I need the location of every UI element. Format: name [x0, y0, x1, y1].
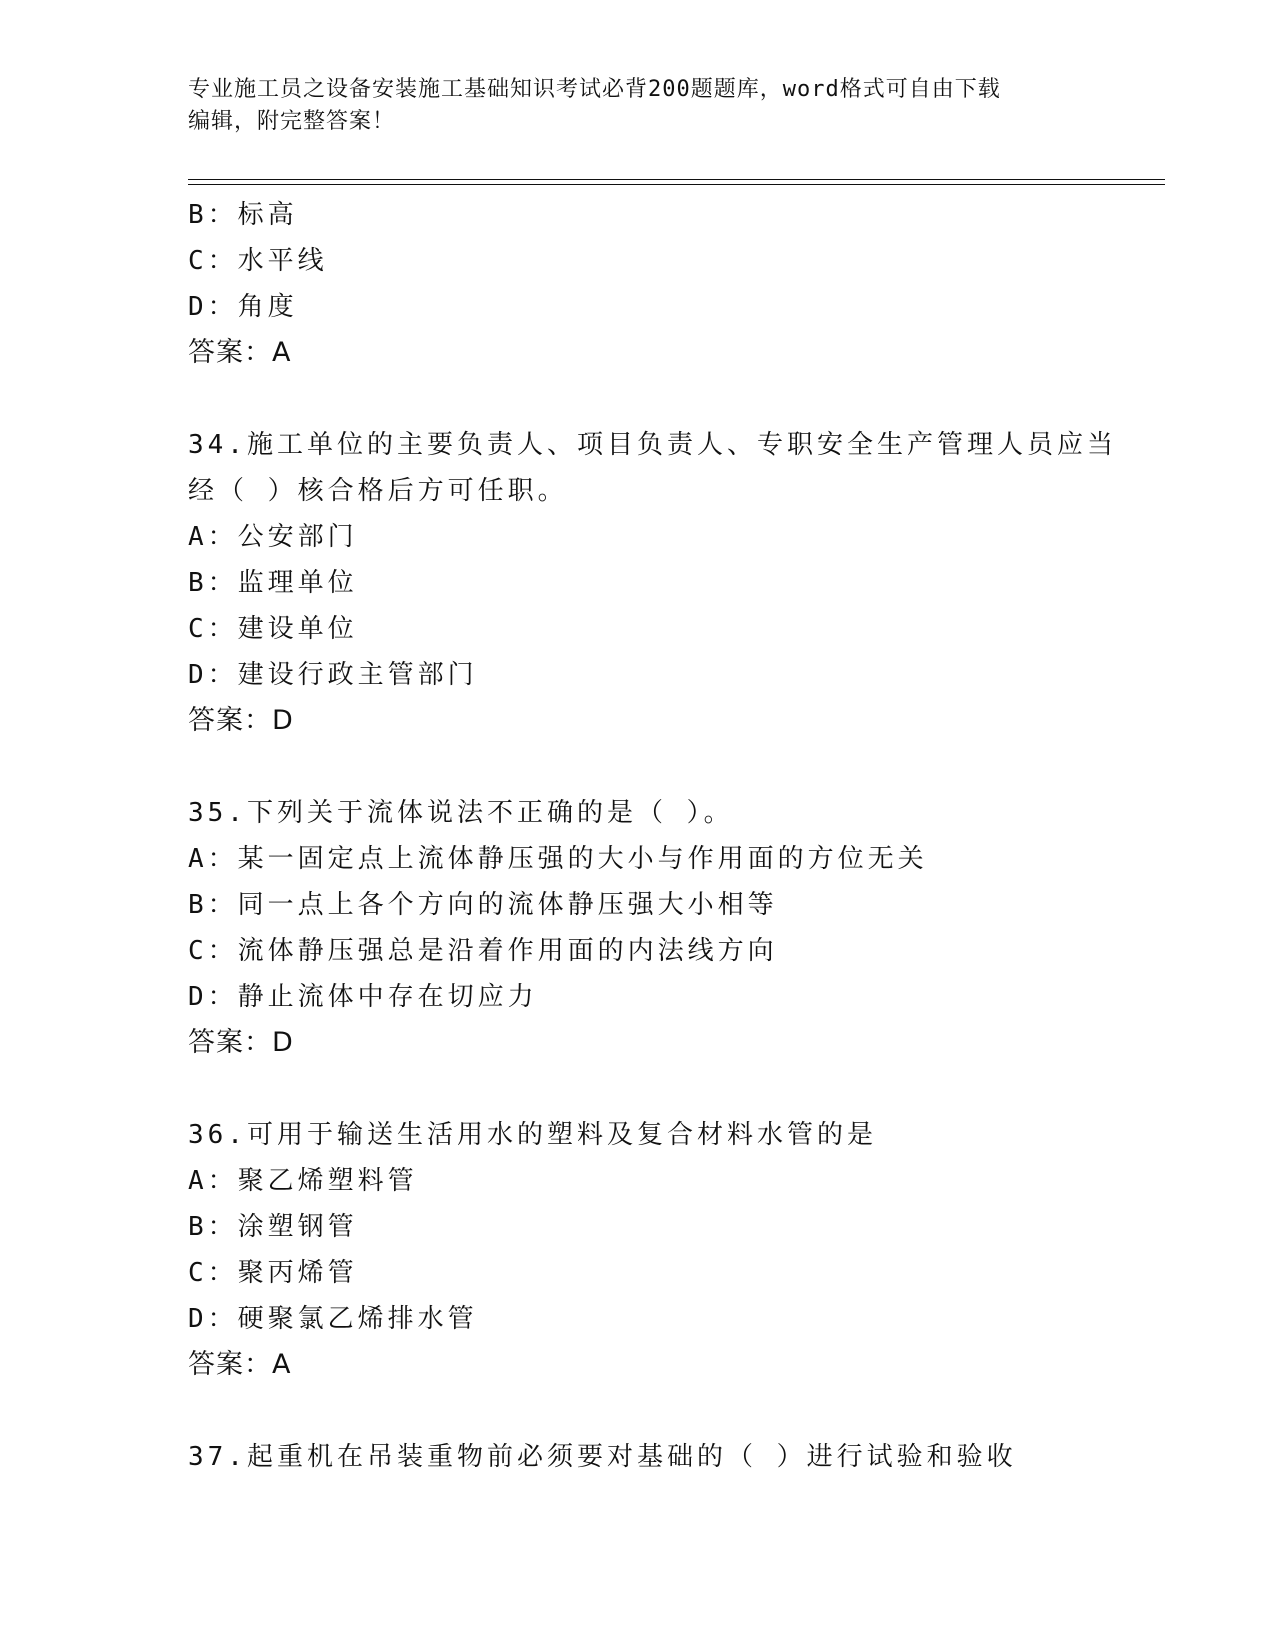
answer: 答案：D — [188, 1027, 294, 1058]
option-d: D：静止流体中存在切应力 — [188, 982, 538, 1012]
option-d: D：建设行政主管部门 — [188, 660, 478, 690]
question-stem-continued: 经（ ）核合格后方可任职。 — [188, 476, 568, 506]
header-divider-bottom — [188, 184, 1165, 185]
spacer — [188, 1066, 1148, 1112]
option-c: C：流体静压强总是沿着作用面的内法线方向 — [188, 936, 778, 966]
option-b: B：涂塑钢管 — [188, 1212, 358, 1242]
answer: 答案：A — [188, 337, 292, 368]
spacer — [188, 744, 1148, 790]
option-b: B：监理单位 — [188, 568, 358, 598]
header-divider-top — [188, 179, 1165, 180]
header-title-line2: 编辑，附完整答案！ — [188, 109, 396, 134]
question-stem: 35.下列关于流体说法不正确的是（ ）。 — [188, 798, 734, 828]
question-33-tail — [188, 192, 1148, 376]
option-b: B：标高 — [188, 200, 298, 230]
option-b: B：同一点上各个方向的流体静压强大小相等 — [188, 890, 778, 920]
question-35 — [188, 790, 1148, 1066]
question-34 — [188, 422, 1148, 744]
option-c: C：聚丙烯管 — [188, 1258, 358, 1288]
question-stem: 34.施工单位的主要负责人、项目负责人、专职安全生产管理人员应当 — [188, 430, 1117, 460]
answer: 答案：A — [188, 1349, 292, 1380]
document-header — [188, 74, 1068, 138]
question-list — [188, 192, 1148, 1480]
option-a: A：聚乙烯塑料管 — [188, 1166, 418, 1196]
option-c: C：水平线 — [188, 246, 328, 276]
spacer — [188, 376, 1148, 422]
answer: 答案：D — [188, 705, 294, 736]
header-title-line1: 专业施工员之设备安装施工基础知识考试必背200题题库，word格式可自由下载 — [188, 77, 1001, 102]
question-37 — [188, 1434, 1148, 1480]
question-stem: 37.起重机在吊装重物前必须要对基础的（ ）进行试验和验收 — [188, 1442, 1017, 1472]
spacer — [188, 1388, 1148, 1434]
question-stem: 36.可用于输送生活用水的塑料及复合材料水管的是 — [188, 1120, 877, 1150]
option-d: D：硬聚氯乙烯排水管 — [188, 1304, 478, 1334]
option-d: D：角度 — [188, 292, 298, 322]
option-c: C：建设单位 — [188, 614, 358, 644]
option-a: A：公安部门 — [188, 522, 358, 552]
question-36 — [188, 1112, 1148, 1388]
option-a: A：某一固定点上流体静压强的大小与作用面的方位无关 — [188, 844, 928, 874]
